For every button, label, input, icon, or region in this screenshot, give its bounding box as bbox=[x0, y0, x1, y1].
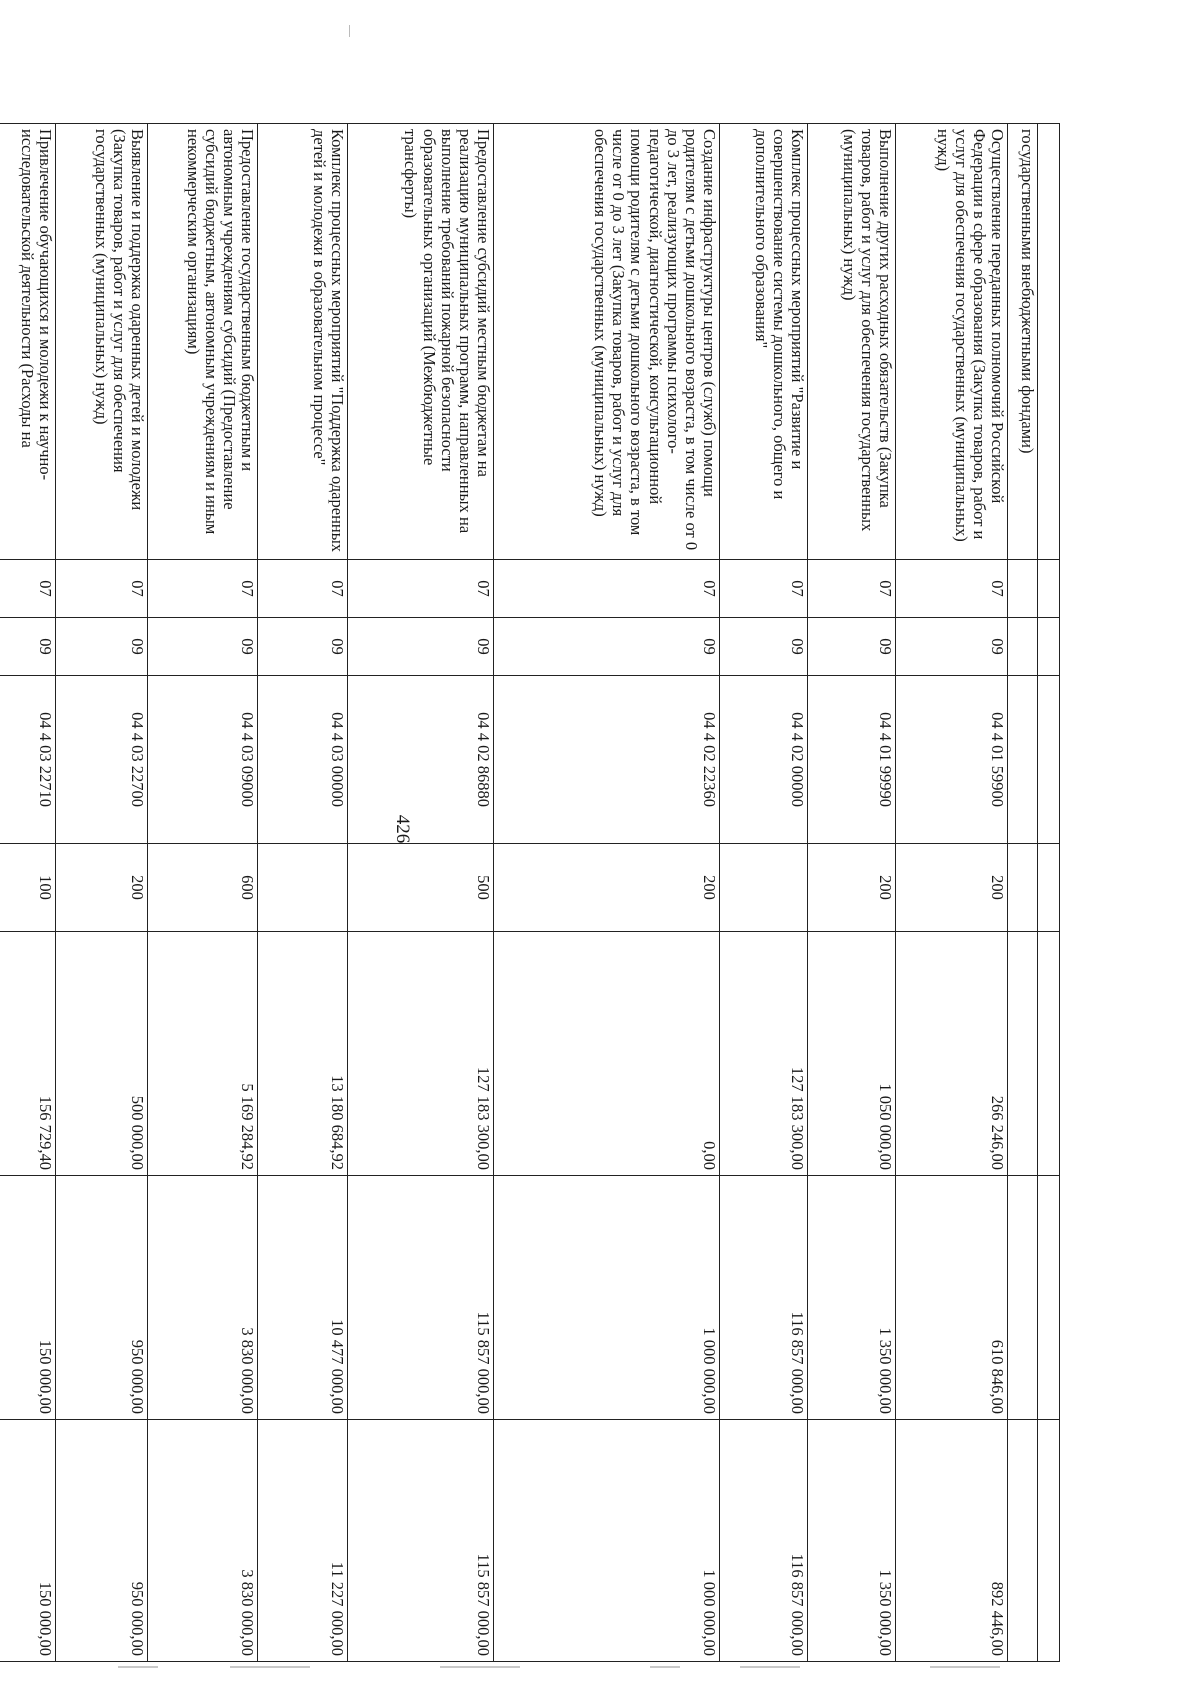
cell-vr bbox=[1038, 844, 1060, 932]
scan-mark bbox=[230, 1666, 310, 1668]
table-row bbox=[720, 124, 808, 1662]
scan-mark bbox=[930, 1666, 1000, 1668]
cell-rz: 07 bbox=[148, 560, 258, 618]
cell-csr bbox=[1038, 676, 1060, 844]
scan-mark bbox=[349, 25, 350, 37]
cell-s3 bbox=[1008, 1420, 1038, 1662]
cell-s1: 500 000,00 bbox=[56, 932, 148, 1176]
cell-pr: 09 bbox=[258, 618, 348, 676]
cell-s2: 3 830 000,00 bbox=[148, 1176, 258, 1420]
scan-mark bbox=[118, 1666, 158, 1668]
cell-vr: 200 bbox=[808, 844, 896, 932]
cell-s1: 266 246,00 bbox=[896, 932, 1008, 1176]
cell-s3: 1 350 000,00 bbox=[808, 1420, 896, 1662]
table-row bbox=[348, 124, 494, 1662]
table-row bbox=[808, 124, 896, 1662]
cell-name: Создание инфраструктуры центров (служб) помощи родителям с детьми дошкольного возраста, в том числе от 0 до 3 лет, реализующих программы психолого-педагогической, диагностической, консультационной помощи родителям с детьми дошкольного возраста, в том числе от 0 до 3 лет (Закупка товаров, работ и услуг для обеспечения государственных (муниципальных) нужд) bbox=[494, 124, 720, 560]
cell-rz bbox=[1038, 560, 1060, 618]
table-row bbox=[1038, 124, 1060, 1662]
cell-vr: 600 bbox=[148, 844, 258, 932]
table-body bbox=[0, 124, 1060, 1662]
cell-s1 bbox=[1008, 932, 1038, 1176]
cell-rz: 07 bbox=[56, 560, 148, 618]
table-row bbox=[494, 124, 720, 1662]
cell-s3: 150 000,00 bbox=[0, 1420, 56, 1662]
budget-table bbox=[0, 123, 1060, 1662]
cell-s3: 892 446,00 bbox=[896, 1420, 1008, 1662]
cell-pr bbox=[1038, 618, 1060, 676]
cell-s1: 156 729,40 bbox=[0, 932, 56, 1176]
cell-vr bbox=[720, 844, 808, 932]
cell-csr: 04 4 03 22700 bbox=[56, 676, 148, 844]
cell-pr: 09 bbox=[896, 618, 1008, 676]
cell-name: Осуществление переданных полномочий Российской Федерации в сфере образования (Закупка товаров, работ и услуг для обеспечения государственных (муниципальных) нужд) bbox=[896, 124, 1008, 560]
scan-mark bbox=[740, 1666, 800, 1668]
table-row bbox=[1008, 124, 1038, 1662]
cell-s2: 610 846,00 bbox=[896, 1176, 1008, 1420]
cell-rz: 07 bbox=[896, 560, 1008, 618]
cell-vr bbox=[258, 844, 348, 932]
cell-s2: 1 350 000,00 bbox=[808, 1176, 896, 1420]
cell-vr: 200 bbox=[56, 844, 148, 932]
cell-name: государственными внебюджетными фондами) bbox=[1008, 124, 1038, 560]
cell-s2 bbox=[1008, 1176, 1038, 1420]
cell-rz: 07 bbox=[494, 560, 720, 618]
cell-s1: 127 183 300,00 bbox=[348, 932, 494, 1176]
page-number: 426 bbox=[392, 814, 413, 844]
table-row bbox=[0, 124, 56, 1662]
scan-mark bbox=[440, 1666, 520, 1668]
cell-csr: 04 4 03 09000 bbox=[148, 676, 258, 844]
cell-s2 bbox=[1038, 1176, 1060, 1420]
cell-s1: 1 050 000,00 bbox=[808, 932, 896, 1176]
cell-s1 bbox=[1038, 932, 1060, 1176]
cell-s2: 115 857 000,00 bbox=[348, 1176, 494, 1420]
cell-pr bbox=[1008, 618, 1038, 676]
table-row bbox=[148, 124, 258, 1662]
cell-pr: 09 bbox=[56, 618, 148, 676]
cell-s3: 11 227 000,00 bbox=[258, 1420, 348, 1662]
cell-csr: 04 4 01 99990 bbox=[808, 676, 896, 844]
cell-csr bbox=[1008, 676, 1038, 844]
cell-pr: 09 bbox=[494, 618, 720, 676]
cell-rz: 07 bbox=[348, 560, 494, 618]
cell-name: Выполнение других расходных обязательств (Закупка товаров, работ и услуг для обеспечения государственных (муниципальных) нужд) bbox=[808, 124, 896, 560]
cell-s1: 0,00 bbox=[494, 932, 720, 1176]
table-row bbox=[56, 124, 148, 1662]
cell-vr: 200 bbox=[896, 844, 1008, 932]
cell-rz: 07 bbox=[808, 560, 896, 618]
table-row bbox=[896, 124, 1008, 1662]
cell-pr: 09 bbox=[348, 618, 494, 676]
cell-s3: 3 830 000,00 bbox=[148, 1420, 258, 1662]
cell-s3: 950 000,00 bbox=[56, 1420, 148, 1662]
cell-s3: 116 857 000,00 bbox=[720, 1420, 808, 1662]
cell-csr: 04 4 01 59900 bbox=[896, 676, 1008, 844]
cell-name: Предоставление субсидий местным бюджетам на реализацию муниципальных программ, направленных на выполнение требований пожарной безопасности образовательных организаций (Межбюджетные трансферты) bbox=[348, 124, 494, 560]
cell-vr: 500 bbox=[348, 844, 494, 932]
cell-pr: 09 bbox=[148, 618, 258, 676]
cell-s1: 13 180 684,92 bbox=[258, 932, 348, 1176]
cell-vr: 200 bbox=[494, 844, 720, 932]
cell-vr: 100 bbox=[0, 844, 56, 932]
cell-name bbox=[1038, 124, 1060, 560]
cell-name: Комплекс процессных мероприятий "Поддержка одаренных детей и молодежи в образовательном процессе" bbox=[258, 124, 348, 560]
cell-csr: 04 4 02 86880 bbox=[348, 676, 494, 844]
cell-s2: 1 000 000,00 bbox=[494, 1176, 720, 1420]
cell-s2: 150 000,00 bbox=[0, 1176, 56, 1420]
cell-name: Привлечение обучающихся и молодежи к научно-исследовательской деятельности (Расходы на bbox=[0, 124, 56, 560]
cell-s1: 127 183 300,00 bbox=[720, 932, 808, 1176]
cell-s2: 950 000,00 bbox=[56, 1176, 148, 1420]
table-row bbox=[258, 124, 348, 1662]
scan-mark bbox=[650, 1666, 680, 1668]
cell-rz: 07 bbox=[720, 560, 808, 618]
cell-s1: 5 169 284,92 bbox=[148, 932, 258, 1176]
cell-s2: 116 857 000,00 bbox=[720, 1176, 808, 1420]
cell-csr: 04 4 02 22360 bbox=[494, 676, 720, 844]
cell-name: Комплекс процессных мероприятий "Развитие и совершенствование системы дошкольного, общего и дополнительного образования" bbox=[720, 124, 808, 560]
cell-csr: 04 4 02 00000 bbox=[720, 676, 808, 844]
cell-csr: 04 4 03 22710 bbox=[0, 676, 56, 844]
cell-pr: 09 bbox=[0, 618, 56, 676]
cell-name: Предоставление государственным бюджетным и автономным учреждениям субсидий (Предоставление субсидий бюджетным, автономным учреждениям и иным некоммерческим организациям) bbox=[148, 124, 258, 560]
cell-vr bbox=[1008, 844, 1038, 932]
cell-csr: 04 4 03 00000 bbox=[258, 676, 348, 844]
cell-rz bbox=[1008, 560, 1038, 618]
cell-s3: 1 000 000,00 bbox=[494, 1420, 720, 1662]
cell-name: Выявление и поддержка одаренных детей и молодежи (Закупка товаров, работ и услуг для обеспечения государственных (муниципальных) нужд) bbox=[56, 124, 148, 560]
cell-rz: 07 bbox=[0, 560, 56, 618]
cell-s3: 115 857 000,00 bbox=[348, 1420, 494, 1662]
rotated-table-wrapper bbox=[17, 123, 1060, 1661]
cell-s2: 10 477 000,00 bbox=[258, 1176, 348, 1420]
cell-rz: 07 bbox=[258, 560, 348, 618]
cell-s3 bbox=[1038, 1420, 1060, 1662]
cell-pr: 09 bbox=[808, 618, 896, 676]
cell-pr: 09 bbox=[720, 618, 808, 676]
